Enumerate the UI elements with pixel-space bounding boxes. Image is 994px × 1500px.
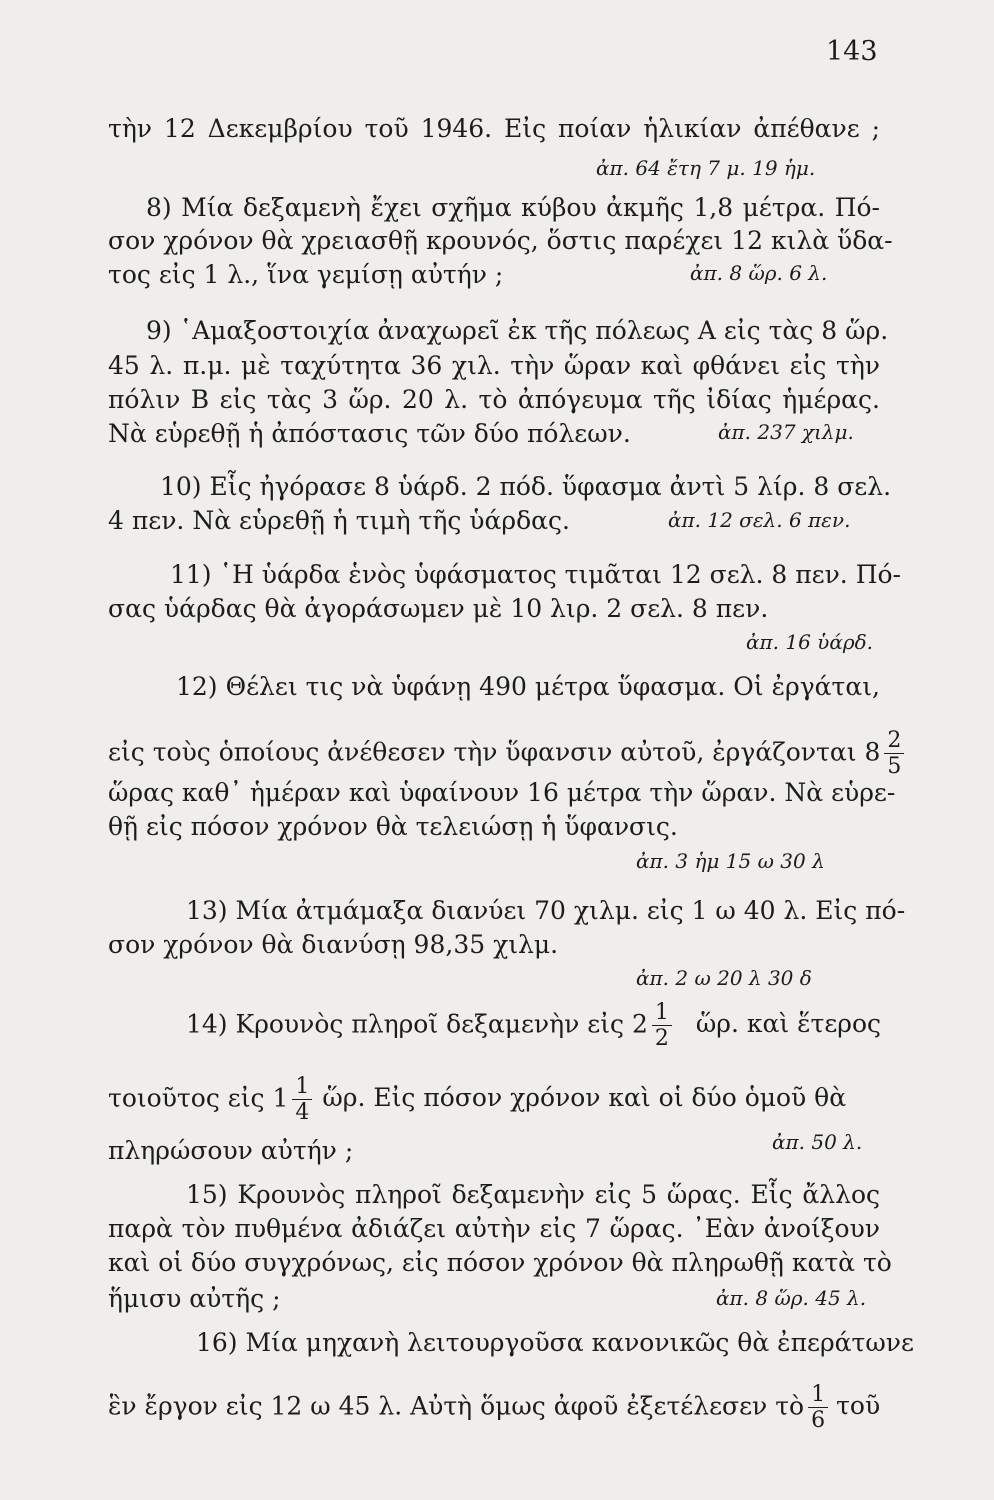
answer: ἀπ. 50 λ. <box>772 1130 863 1154</box>
text-line-part: 14) Κρουνὸς πληροῖ δεξαμενὴν εἰς 2 <box>186 1009 648 1039</box>
page-number: 143 <box>826 36 878 67</box>
answer: ἀπ. 2 ω 20 λ 30 δ <box>636 966 812 990</box>
text-line: τὴν 12 Δεκεμβρίου τοῦ 1946. Εἰς ποίαν ἡλικίαν ἀπέθανε ; <box>108 114 880 143</box>
answer: ἀπ. 12 σελ. 6 πεν. <box>668 508 851 532</box>
text-line: σον χρόνον θὰ διανύσῃ 98,35 χιλμ. <box>108 930 559 959</box>
text-line: 16) Μία μηχανὴ λειτουργοῦσα κανονικῶς θὰ ἐπεράτωνε <box>196 1328 914 1357</box>
answer: ἀπ. 8 ὥρ. 6 λ. <box>690 261 828 285</box>
answer: ἀπ. 8 ὥρ. 45 λ. <box>716 1286 867 1310</box>
text-line-part: ἓν ἔργον εἰς 12 ω 45 λ. Αὐτὴ ὅμως ἀφοῦ ἐξετέλεσεν τὸ <box>108 1391 805 1421</box>
text-line <box>108 1382 880 1434</box>
answer: ἀπ. 3 ἡμ 15 ω 30 λ <box>636 849 825 873</box>
text-line: καὶ οἱ δύο συγχρόνως, εἰς πόσον χρόνον θὰ πληρωθῇ κατὰ τὸ <box>108 1248 892 1277</box>
text-line: 4 πεν. Νὰ εὑρεθῇ ἡ τιμὴ τῆς ὑάρδας. <box>108 506 570 535</box>
fraction-denominator: 2 <box>654 1026 669 1052</box>
text-line: 15) Κρουνὸς πληροῖ δεξαμενὴν εἰς 5 ὥρας. Εἷς ἄλλος <box>186 1180 880 1209</box>
fraction <box>292 1074 312 1126</box>
text-line-part: εἰς τοὺς ὁποίους ἀνέθεσεν τὴν ὕφανσιν αὐτοῦ, ἐργάζονται 8 <box>108 737 881 767</box>
fraction-numerator: 1 <box>808 1382 828 1408</box>
text-line: σον χρόνον θὰ χρειασθῇ κρουνός, ὅστις παρέχει 12 κιλὰ ὕδα- <box>108 226 893 255</box>
text-line: σας ὑάρδας θὰ ἀγοράσωμεν μὲ 10 λιρ. 2 σελ. 8 πεν. <box>108 594 769 623</box>
text-line: 9) ῾Αμαξοστοιχία ἀναχωρεῖ ἐκ τῆς πόλεως Α εἰς τὰς 8 ὥρ. <box>146 316 889 345</box>
text-line: θῇ εἰς πόσον χρόνον θὰ τελειώσῃ ἡ ὕφανσις. <box>108 812 678 841</box>
text-line: Νὰ εὑρεθῇ ἡ ἀπόστασις τῶν δύο πόλεων. <box>108 419 631 448</box>
text-line: 8) Μία δεξαμενὴ ἔχει σχῆμα κύβου ἀκμῆς 1,8 μέτρα. Πό- <box>146 193 880 222</box>
text-line: πόλιν Β εἰς τὰς 3 ὥρ. 20 λ. τὸ ἀπόγευμα τῆς ἰδίας ἡμέρας. <box>108 385 880 414</box>
text-line <box>186 1000 881 1052</box>
text-line: ἥμισυ αὐτῆς ; <box>108 1284 281 1313</box>
text-line: ὥρας καθ᾿ ἡμέραν καὶ ὑφαίνουν 16 μέτρα τὴν ὥραν. Νὰ εὑρε- <box>108 778 896 807</box>
fraction-denominator: 6 <box>811 1408 826 1434</box>
fraction-numerator: 2 <box>884 728 904 754</box>
text-line <box>108 728 908 780</box>
fraction-denominator: 4 <box>295 1100 310 1126</box>
text-line <box>108 1074 846 1126</box>
text-line: 13) Μία ἀτμάμαξα διανύει 70 χιλμ. εἰς 1 ω 40 λ. Εἰς πό- <box>186 896 906 925</box>
answer: ἀπ. 16 ὑάρδ. <box>746 630 873 654</box>
fraction-numerator: 1 <box>292 1074 312 1100</box>
text-line: 45 λ. π.μ. μὲ ταχύτητα 36 χιλ. τὴν ὥραν καὶ φθάνει εἰς τὴν <box>108 351 880 380</box>
fraction <box>652 1000 672 1052</box>
text-line: παρὰ τὸν πυθμένα ἀδιάζει αὐτὴν εἰς 7 ὥρας. ᾿Εὰν ἀνοίξουν <box>108 1214 880 1243</box>
text-line: 12) Θέλει τις νὰ ὑφάνῃ 490 μέτρα ὕφασμα. Οἱ ἐργάται, <box>176 672 880 701</box>
text-line-part: ὥρ. Εἰς πόσον χρόνον καὶ οἱ δύο ὁμοῦ θὰ <box>322 1083 847 1113</box>
fraction <box>808 1382 828 1434</box>
text-line: πληρώσουν αὐτήν ; <box>108 1136 354 1165</box>
fraction-denominator: 5 <box>887 754 902 780</box>
fraction <box>884 728 904 780</box>
text-line: 10) Εἷς ἠγόρασε 8 ὑάρδ. 2 πόδ. ὕφασμα ἀντὶ 5 λίρ. 8 σελ. <box>160 472 892 501</box>
text-line-part: τοῦ <box>836 1391 881 1421</box>
fraction-numerator: 1 <box>652 1000 672 1026</box>
text-line: 11) ῾Η ὑάρδα ἑνὸς ὑφάσματος τιμᾶται 12 σελ. 8 πεν. Πό- <box>170 560 902 589</box>
answer: ἀπ. 64 ἔτη 7 μ. 19 ἡμ. <box>596 156 816 180</box>
text-line: τος εἰς 1 λ., ἵνα γεμίσῃ αὐτήν ; <box>108 260 504 289</box>
answer: ἀπ. 237 χιλμ. <box>718 420 854 444</box>
text-line-part: ὥρ. καὶ ἕτερος <box>695 1009 882 1039</box>
text-line-part: τοιοῦτος εἰς 1 <box>108 1083 289 1113</box>
